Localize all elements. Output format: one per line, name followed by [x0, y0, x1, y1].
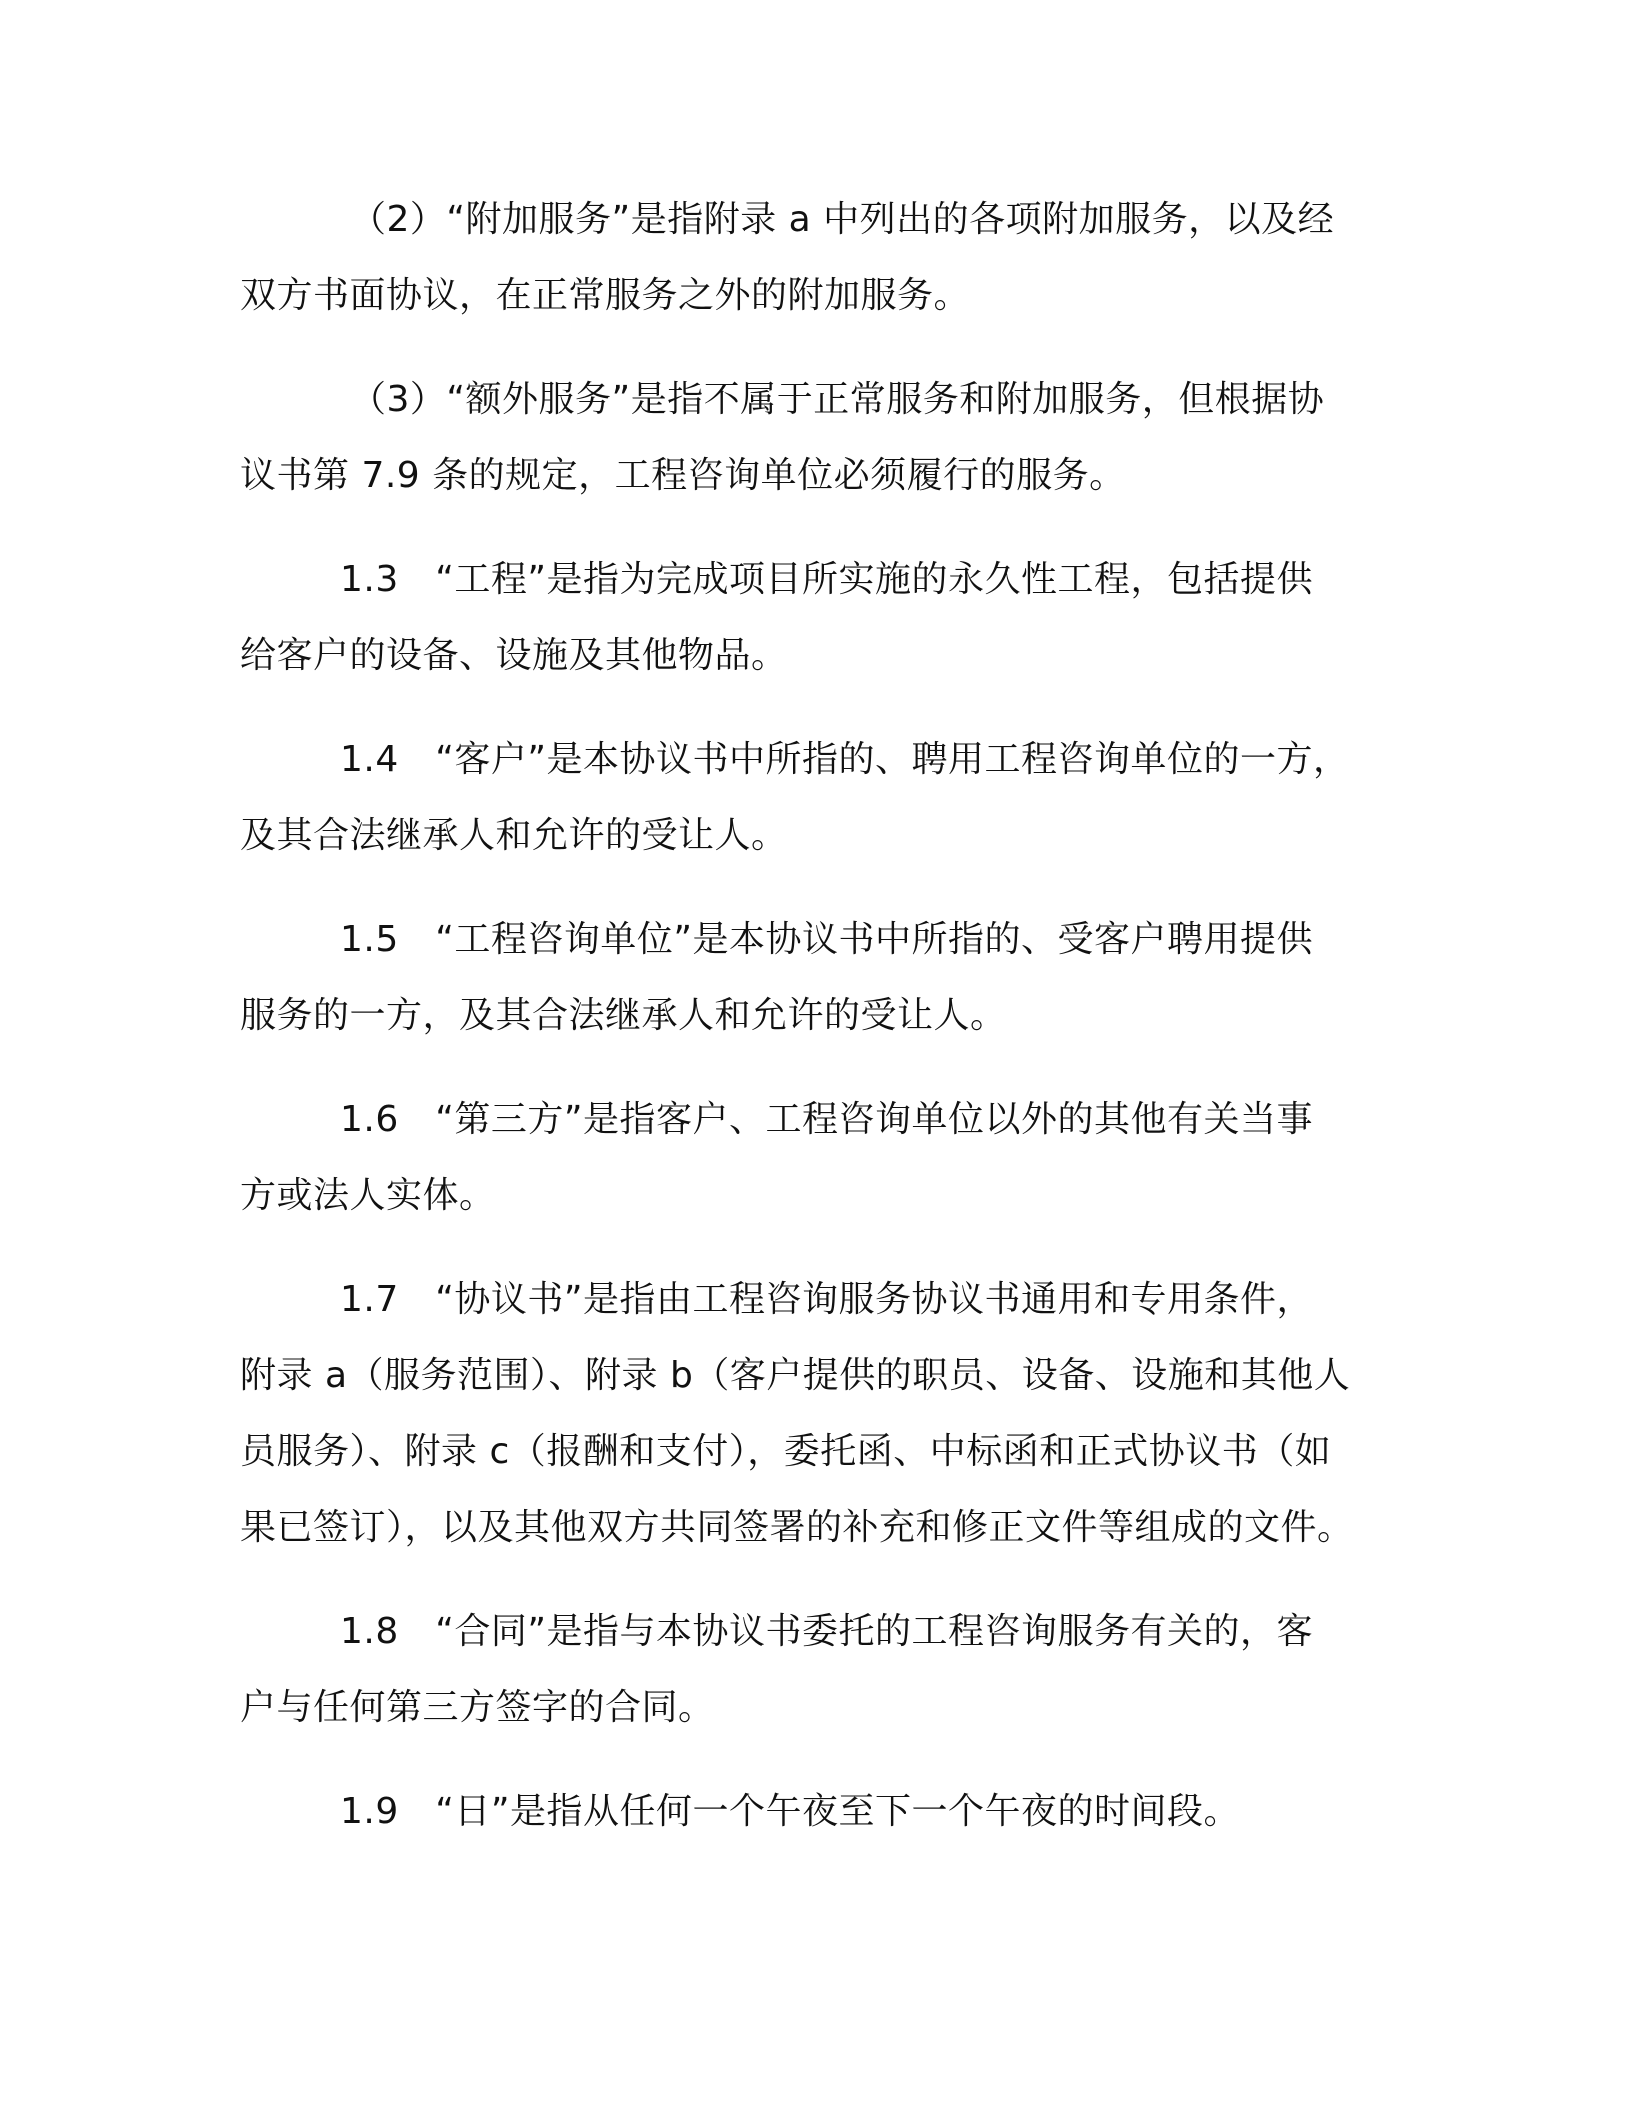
clause-1-4-line-1: 1.4 “客户”是本协议书中所指的、聘用工程咨询单位的一方，: [340, 739, 1350, 780]
clause-1-5-line-1: 1.5 “工程咨询单位”是本协议书中所指的、受客户聘用提供: [340, 919, 1314, 960]
clause-1-7-line-4: 果已签订），以及其他双方共同签署的补充和修正文件等组成的文件。: [240, 1507, 1354, 1548]
clause-1-8-line-1: 1.8 “合同”是指与本协议书委托的工程咨询服务有关的，客: [340, 1611, 1314, 1652]
clause-1-7-line-1: 1.7 “协议书”是指由工程咨询服务协议书通用和专用条件，: [340, 1279, 1314, 1320]
paragraph-3-line-2: 议书第 7.9 条的规定，工程咨询单位必须履行的服务。: [240, 455, 1126, 496]
clause-1-9-line-1: 1.9 “日”是指从任何一个午夜至下一个午夜的时间段。: [340, 1791, 1241, 1832]
clause-1-7-line-2: 附录 a（服务范围）、附录 b（客户提供的职员、设备、设施和其他人: [240, 1355, 1351, 1396]
clause-1-6-line-2: 方或法人实体。: [240, 1175, 496, 1216]
clause-1-8-line-2: 户与任何第三方签字的合同。: [240, 1687, 715, 1728]
clause-1-6-line-1: 1.6 “第三方”是指客户、工程咨询单位以外的其他有关当事: [340, 1099, 1314, 1140]
paragraph-3-line-1: （3）“额外服务”是指不属于正常服务和附加服务，但根据协: [350, 379, 1325, 420]
clause-1-7-line-3: 员服务）、附录 c（报酬和支付），委托函、中标函和正式协议书（如: [240, 1431, 1332, 1472]
paragraph-2-line-2: 双方书面协议，在正常服务之外的附加服务。: [240, 275, 971, 316]
clause-1-5-line-2: 服务的一方，及其合法继承人和允许的受让人。: [240, 995, 1007, 1036]
clause-1-3-line-1: 1.3 “工程”是指为完成项目所实施的永久性工程，包括提供: [340, 559, 1314, 600]
clause-1-4-line-2: 及其合法继承人和允许的受让人。: [240, 815, 788, 856]
paragraph-2-line-1: （2）“附加服务”是指附录 a 中列出的各项附加服务，以及经: [350, 199, 1335, 240]
clause-1-3-line-2: 给客户的设备、设施及其他物品。: [240, 635, 788, 676]
